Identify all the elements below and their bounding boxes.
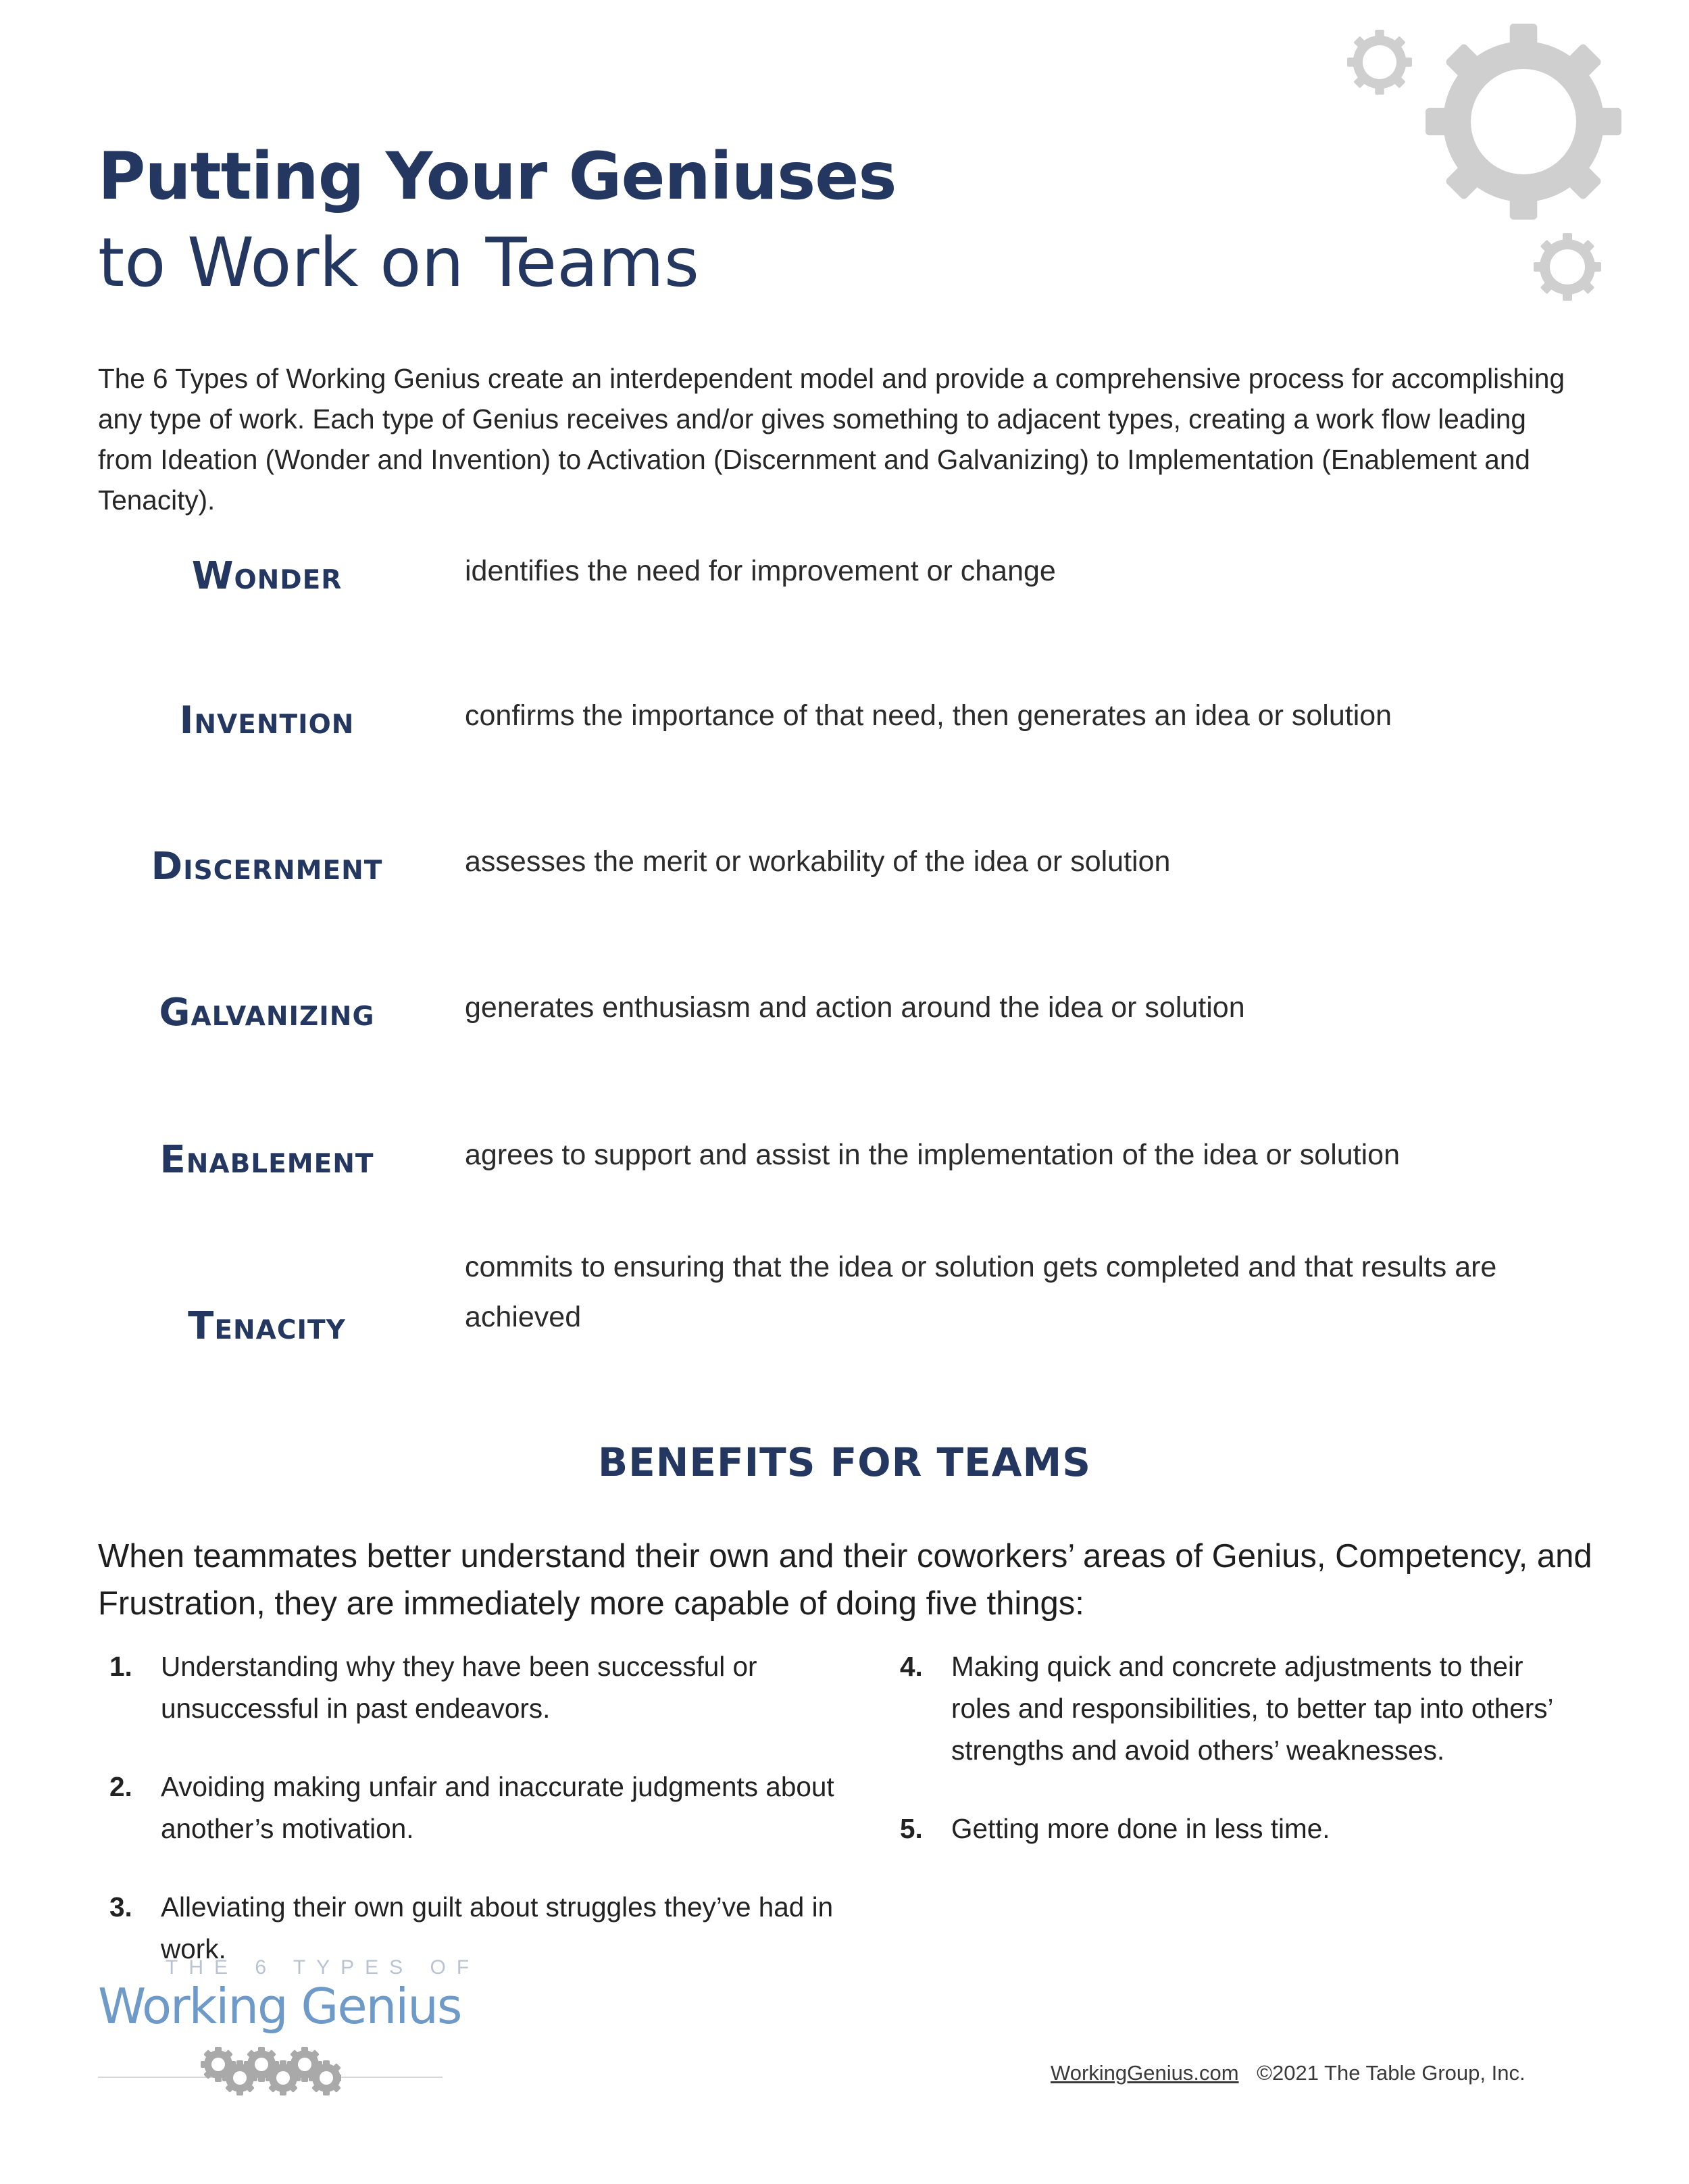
type-name: Tenacity bbox=[188, 1304, 346, 1348]
type-description: assesses the merit or workability of the idea or solution bbox=[465, 845, 1171, 878]
logo-small-text: THE 6 TYPES OF bbox=[166, 1956, 480, 1979]
benefits-list-left bbox=[101, 1645, 844, 1970]
list-text: Getting more done in less time. bbox=[951, 1813, 1330, 1844]
type-name: Wonder bbox=[191, 554, 343, 598]
list-item bbox=[892, 1645, 1567, 1771]
footer bbox=[1051, 2061, 1526, 2085]
benefits-intro: When teammates better understand their own and their coworkers’ areas of Genius, Competency, and Frustration, they are immediately more capable of doing five things: bbox=[98, 1538, 1592, 1622]
list-number: 5. bbox=[900, 1813, 923, 1844]
type-description: identifies the need for improvement or change bbox=[465, 555, 1056, 587]
page-subtitle: to Work on Teams bbox=[98, 223, 699, 302]
benefits-list-right bbox=[892, 1645, 1567, 1850]
decorative-gears-icon bbox=[1344, 14, 1642, 311]
type-description: confirms the importance of that need, then generates an idea or solution bbox=[465, 699, 1392, 732]
list-item bbox=[101, 1766, 844, 1850]
list-text: Alleviating their own guilt about struggles they’ve had in work. bbox=[161, 1891, 834, 1964]
list-text: Making quick and concrete adjustments to their roles and responsibilities, to better tap into others’ strengths and avoid others’ weaknesses. bbox=[951, 1651, 1553, 1766]
list-number: 1. bbox=[109, 1651, 132, 1682]
logo-gears-icon bbox=[199, 2039, 341, 2100]
list-text: Avoiding making unfair and inaccurate judgments about another’s motivation. bbox=[161, 1771, 834, 1844]
benefits-heading: BENEFITS FOR TEAMS bbox=[597, 1439, 1092, 1485]
type-description: agrees to support and assist in the implementation of the idea or solution bbox=[465, 1139, 1400, 1171]
list-item bbox=[892, 1808, 1567, 1850]
copyright-text: ©2021 The Table Group, Inc. bbox=[1257, 2061, 1526, 2085]
logo-main-text: Working Genius bbox=[98, 1978, 461, 2035]
list-item bbox=[101, 1645, 844, 1729]
list-number: 2. bbox=[109, 1771, 132, 1802]
website-link[interactable]: WorkingGenius.com bbox=[1051, 2061, 1239, 2085]
intro-paragraph: The 6 Types of Working Genius create an interdependent model and provide a comprehensive process for accomplishing any type of work. Each type of Genius receives and/or gives something to adjacent types, creating a work flow leading from Ideation (Wonder and Invention) to Activation (Discernment and Galvanizing) to Implementation (Enablement and Tenacity). bbox=[98, 363, 1565, 516]
list-text: Understanding why they have been successful or unsuccessful in past endeavors. bbox=[161, 1651, 757, 1724]
genius-types-list bbox=[0, 527, 1689, 1372]
type-name: Enablement bbox=[159, 1138, 374, 1182]
working-genius-logo bbox=[98, 1956, 480, 2112]
type-description: generates enthusiasm and action around the idea or solution bbox=[465, 991, 1245, 1024]
type-name: Discernment bbox=[151, 845, 383, 889]
type-name: Invention bbox=[179, 699, 355, 743]
page-title: Putting Your Geniuses bbox=[98, 139, 897, 214]
type-name: Galvanizing bbox=[159, 991, 375, 1035]
list-number: 3. bbox=[109, 1891, 132, 1922]
list-number: 4. bbox=[900, 1651, 923, 1682]
type-description: commits to ensuring that the idea or solution gets completed and that results are achieved bbox=[465, 1251, 1497, 1333]
